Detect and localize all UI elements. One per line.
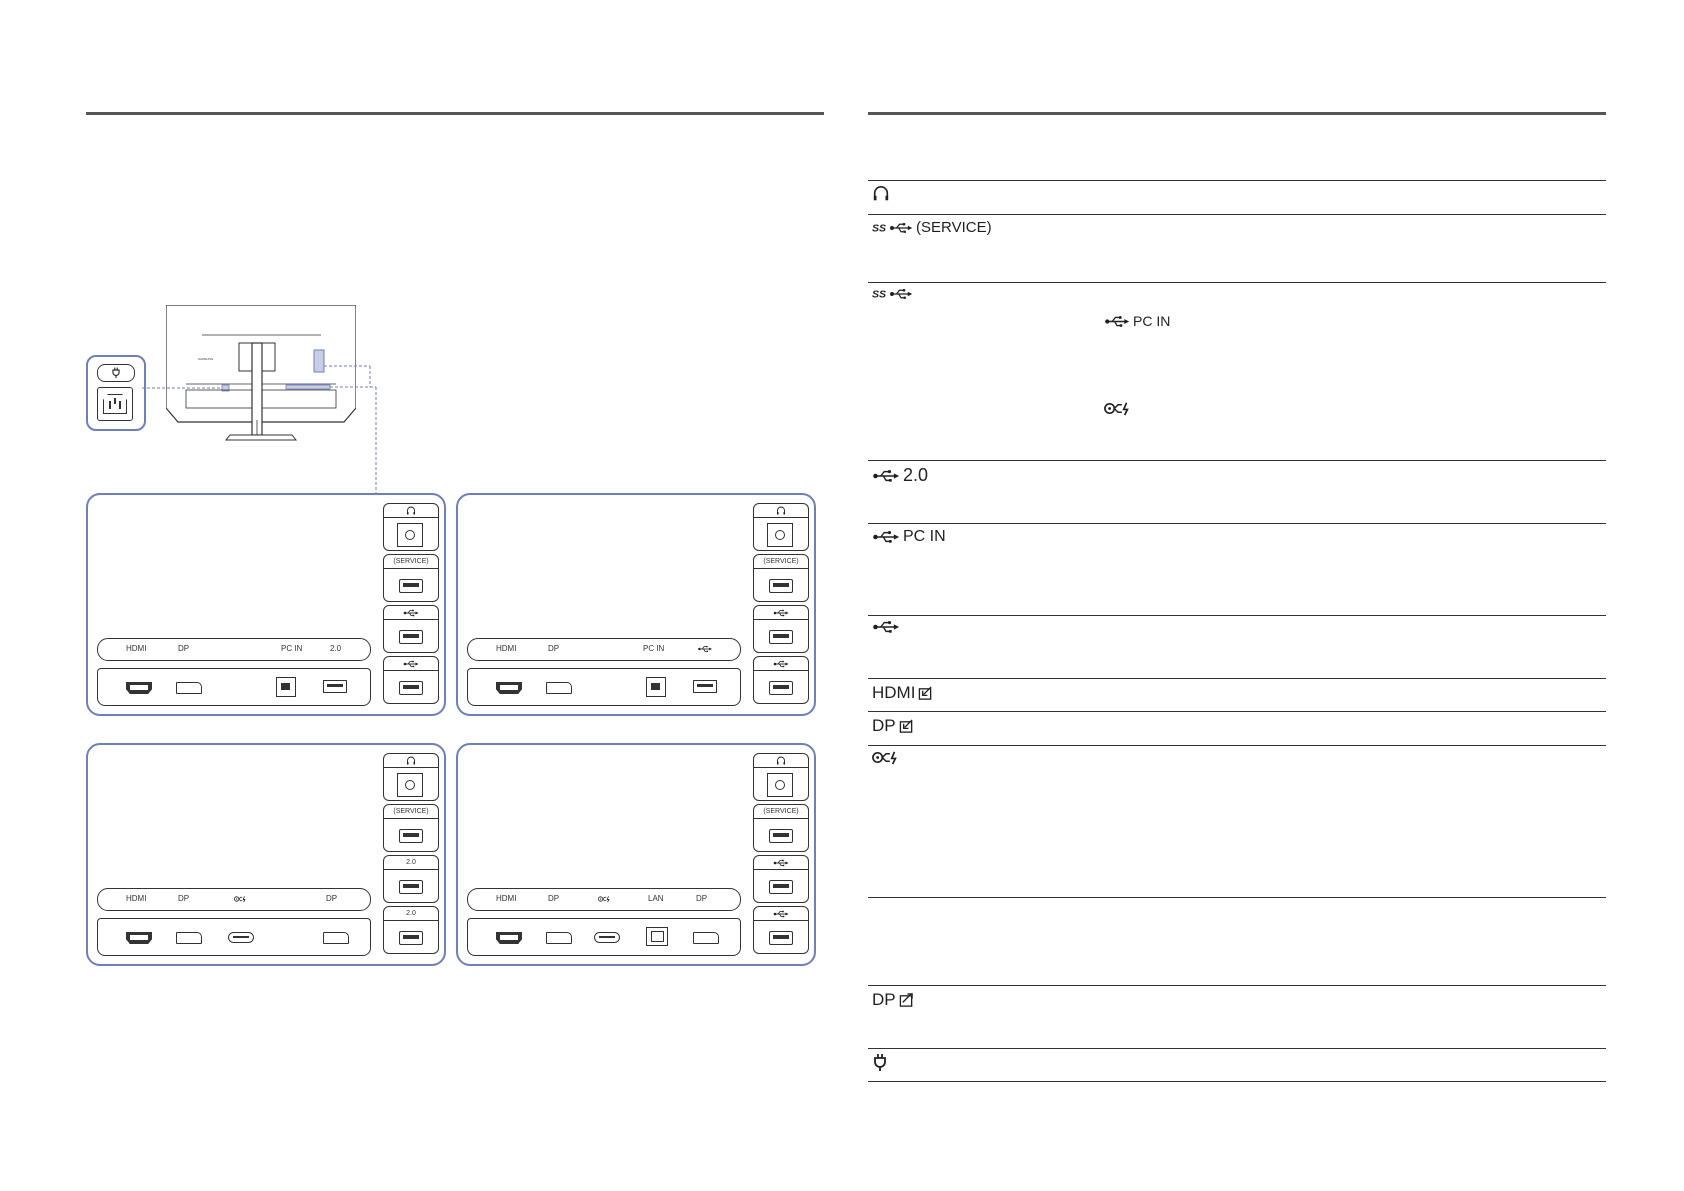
headphone-icon <box>776 756 786 766</box>
port-label <box>872 990 914 1010</box>
table-row-usb-c <box>868 745 1606 897</box>
headphone-port <box>383 753 439 801</box>
headphone-icon <box>406 506 416 516</box>
port-label-text: 2.0 <box>903 465 929 485</box>
usb-icon <box>889 222 913 234</box>
hdmi-port <box>126 932 152 944</box>
usb-service-port <box>753 554 809 602</box>
usb-icon <box>772 859 790 867</box>
dp-port <box>176 682 202 694</box>
usb-a-port <box>323 680 347 693</box>
headphone-icon <box>872 185 890 203</box>
lan-port <box>646 927 668 946</box>
dp-label: DP <box>178 894 190 903</box>
hdmi-port <box>126 682 152 694</box>
usb-service-port <box>753 804 809 852</box>
usb-icon <box>772 660 790 668</box>
port-table <box>868 180 1606 1082</box>
port-label <box>872 185 890 203</box>
pc-in-label: PC IN <box>643 644 665 653</box>
port-label <box>872 528 946 546</box>
port-label-text: PC IN <box>903 528 946 545</box>
right-section-rule <box>868 112 1606 115</box>
usb-icon <box>402 609 420 617</box>
usb-ss-port-2 <box>753 906 809 954</box>
hdmi-label: HDMI <box>496 894 517 903</box>
table-row-usb2 <box>868 460 1606 523</box>
table-row-usb <box>868 615 1606 678</box>
dp-out-port <box>323 932 349 944</box>
dp-port <box>546 932 572 944</box>
left-section-rule <box>86 112 824 115</box>
signal-in-icon <box>899 719 914 734</box>
port-label <box>872 620 900 634</box>
table-row-hdmi <box>868 678 1606 711</box>
usb-c-port <box>228 932 254 943</box>
table-row-dp-out <box>868 985 1606 1048</box>
port-bar <box>97 918 371 956</box>
port-panel-2 <box>456 493 816 716</box>
port-bar <box>467 918 741 956</box>
usb-c-power-icon <box>1104 401 1134 416</box>
usb-ss-port-1 <box>753 605 809 653</box>
headphone-icon <box>776 506 786 516</box>
usb-icon <box>772 609 790 617</box>
port-panel-4 <box>456 743 816 966</box>
port-label-bar <box>97 888 371 911</box>
table-row-headphone <box>868 180 1606 214</box>
port-bar <box>97 668 371 706</box>
port-label <box>872 750 902 765</box>
usb-ss-port-2 <box>383 656 439 704</box>
hdmi-port <box>496 932 522 944</box>
signal-in-icon <box>918 686 933 701</box>
usb2-label: 2.0 <box>406 910 416 917</box>
lan-label: LAN <box>648 894 664 903</box>
sub-label-text: PC IN <box>1133 313 1171 329</box>
monitor-brand: SAMSUNG <box>198 357 214 361</box>
sub-label-usb-c <box>1104 401 1134 416</box>
usb-b-port <box>646 677 666 697</box>
usb-ss-port-1 <box>383 605 439 653</box>
usb-icon <box>698 645 712 653</box>
port-label-text: HDMI <box>872 683 916 702</box>
port-panel-3 <box>86 743 446 966</box>
port-label-text: (SERVICE) <box>916 219 992 236</box>
usb-icon <box>872 620 900 634</box>
usb-service-label: (SERVICE) <box>393 808 429 815</box>
ports-diagram <box>80 305 820 965</box>
dp-out-label: DP <box>696 894 708 903</box>
dp-label: DP <box>548 894 560 903</box>
usb-icon <box>872 530 900 544</box>
superspeed-icon <box>872 221 886 235</box>
hdmi-label: HDMI <box>126 644 147 653</box>
sub-label-pc-in <box>1104 313 1170 329</box>
headphone-icon <box>406 756 416 766</box>
usb-c-port <box>594 932 620 943</box>
table-row-power <box>868 1048 1606 1082</box>
usb-icon <box>772 910 790 918</box>
signal-out-icon <box>899 993 914 1008</box>
pc-in-label: PC IN <box>281 644 303 653</box>
usb-icon <box>1104 315 1130 328</box>
headphone-port <box>753 503 809 551</box>
port-panel-1 <box>86 493 446 716</box>
port-label <box>872 1053 888 1071</box>
dp-out-label: DP <box>326 894 338 903</box>
port-label-bar <box>467 888 741 911</box>
leader-lines <box>80 305 820 505</box>
port-label <box>872 287 913 301</box>
port-bar <box>467 668 741 706</box>
usb-service-port <box>383 554 439 602</box>
usb2-label: 2.0 <box>406 859 416 866</box>
port-label-bar <box>467 638 741 661</box>
usb-service-label: (SERVICE) <box>763 558 799 565</box>
hdmi-label: HDMI <box>126 894 147 903</box>
usb-ss-port-2 <box>753 656 809 704</box>
dp-out-port <box>693 932 719 944</box>
dp-label: DP <box>548 644 560 653</box>
usb-service-port <box>383 804 439 852</box>
usb-service-label: (SERVICE) <box>393 558 429 565</box>
port-label <box>872 716 914 736</box>
port-label-bar <box>97 638 371 661</box>
port-label-text: DP <box>872 716 896 735</box>
dp-label: DP <box>178 644 190 653</box>
port-label-text: DP <box>872 990 896 1009</box>
usb-c-power-icon <box>872 750 902 765</box>
headphone-port <box>753 753 809 801</box>
hdmi-port <box>496 682 522 694</box>
usb-c-power-icon <box>234 895 248 903</box>
usb-a-port <box>693 680 717 693</box>
usb-icon <box>402 660 420 668</box>
usb2-port-1 <box>383 855 439 903</box>
usb-b-port <box>276 677 296 697</box>
headphone-port <box>383 503 439 551</box>
dp-port <box>176 932 202 944</box>
table-row-lan <box>868 897 1606 985</box>
usb-ss-port-1 <box>753 855 809 903</box>
port-label <box>872 465 928 486</box>
usb-service-label: (SERVICE) <box>763 808 799 815</box>
port-label <box>872 219 992 236</box>
usb2-label: 2.0 <box>330 644 342 653</box>
usb-icon <box>872 469 900 483</box>
usb-icon <box>889 288 913 300</box>
port-label <box>872 683 933 703</box>
hdmi-label: HDMI <box>496 644 517 653</box>
power-icon <box>872 1053 888 1071</box>
table-row-usb-service <box>868 214 1606 282</box>
table-row-pc-in <box>868 523 1606 615</box>
usb2-port-2 <box>383 906 439 954</box>
table-row-usb-ss <box>868 282 1606 460</box>
dp-port <box>546 682 572 694</box>
usb-c-power-icon <box>598 895 612 903</box>
superspeed-icon <box>872 287 886 301</box>
table-row-dp <box>868 711 1606 745</box>
